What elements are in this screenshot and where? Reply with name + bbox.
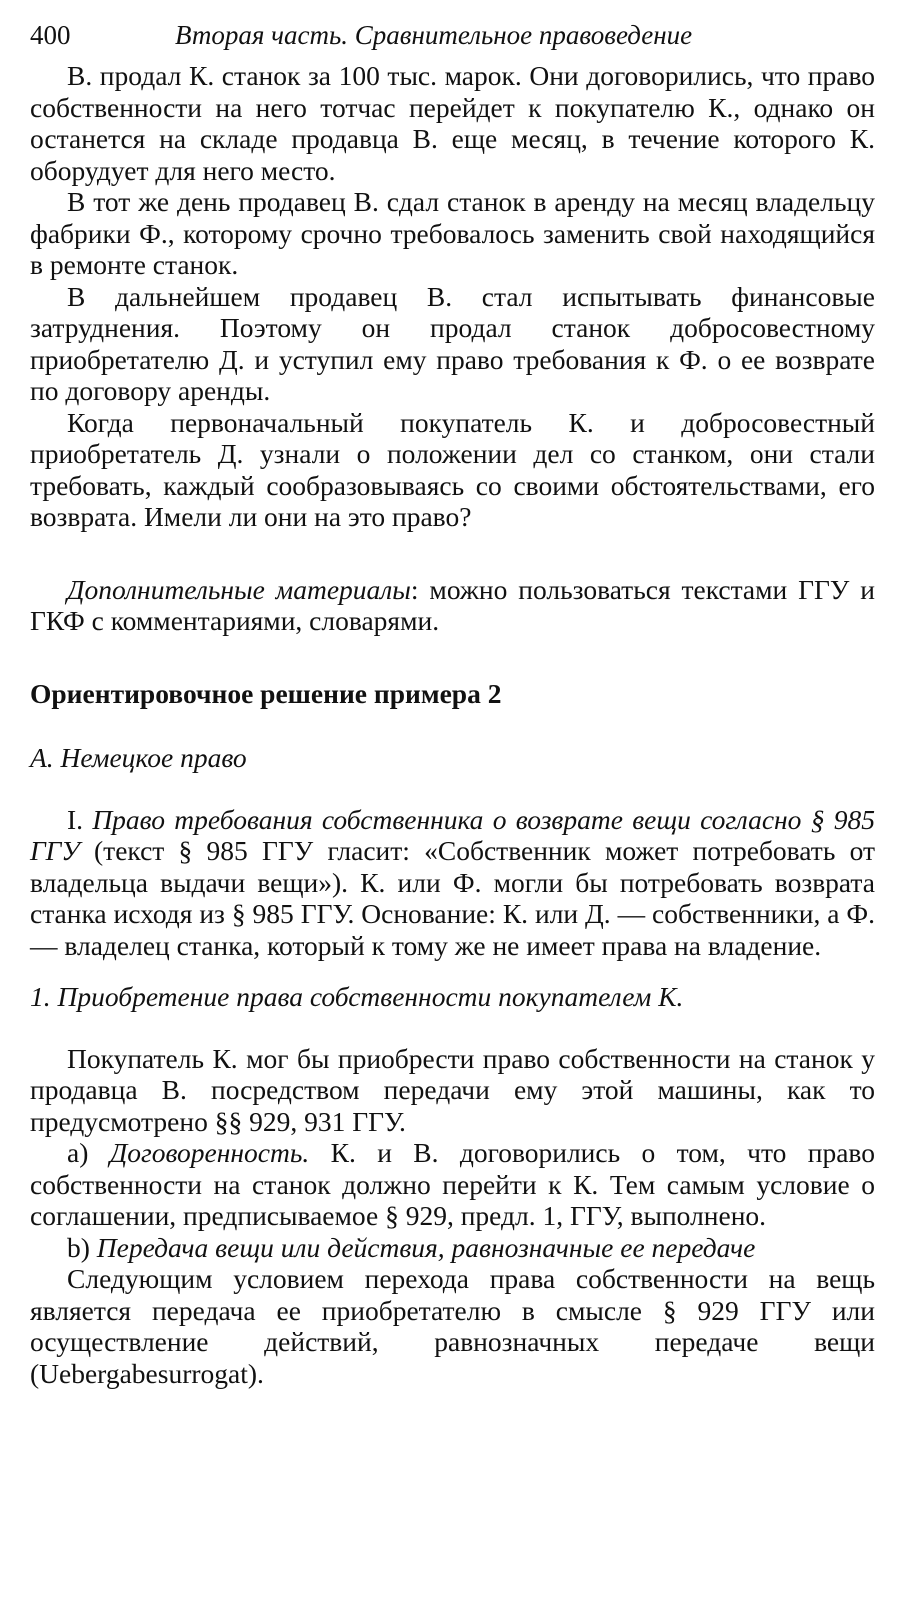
item-a-marker: а) (67, 1137, 110, 1168)
item-b-heading (30, 1232, 875, 1264)
running-title: Вторая часть. Сравнительное правоведение (175, 20, 693, 50)
section-i-text: (текст § 985 ГГУ гласит: «Собственник может потребовать от владельца выдачи вещи»). К. или Ф. могли бы потребовать возврата станка исходя из § 985 ГГУ. Основание: К. или Д. — собственники, а Ф. — владелец станка, который к тому же не имеет права на владение. (30, 835, 875, 961)
item-a-paragraph (30, 1137, 875, 1232)
item-a-text: К. и В. договорились о том, что право собственности на станок должно перейти к К. Тем самым условие о соглашении, предписываемое § 929, предл. 1, ГГУ, выполнено. (30, 1137, 875, 1231)
case-paragraph: В. продал К. станок за 100 тыс. марок. Они договорились, что право собственности на него тотчас перейдет к покупателю К., однако он останется на складе продавца В. еще месяц, в течение которого К. оборудует для него место. (30, 60, 875, 186)
additional-materials (30, 574, 875, 637)
case-paragraph: В тот же день продавец В. сдал станок в аренду на месяц владельцу фабрики Ф., которому срочно требовалось заменить свой находящийся в ремонте станок. (30, 186, 875, 280)
page-number: 400 (30, 20, 71, 50)
section-heading-a: А. Немецкое право (30, 742, 247, 773)
additional-materials-text: : можно пользоваться текстами ГГУ и ГКФ с комментариями, словарями. (30, 573, 875, 636)
section-i-paragraph (30, 804, 875, 962)
section-i-title: Право требования собственника о возврате вещи согласно § 985 ГГУ (30, 803, 875, 866)
page (30, 14, 875, 1389)
case-paragraph: Когда первоначальный покупатель К. и добросовестный приобретатель Д. узнали о положении дел со станком, они стали требовать, каждый сообразовываясь со своими обстоятельствами, его возврата. Имели ли они на это право? (30, 406, 875, 532)
body-paragraph: Следующим условием перехода права собственности на вещь является передача ее приобретателю в смысле § 929 ГГУ или осуществление действий, равнозначных передаче вещи (Uebergabesurrogat). (30, 1263, 875, 1389)
additional-materials-label: Дополнительные материалы (67, 573, 411, 605)
body-paragraph: Покупатель К. мог бы приобрести право собственности на станок у продавца В. посредством передачи ему этой машины, как то предусмотрено §§ 929, 931 ГГУ. (30, 1042, 875, 1137)
section-i-marker: I. (67, 803, 93, 835)
running-header (30, 14, 875, 60)
subsection-heading-1: 1. Приобретение права собственности покупателем К. (30, 981, 684, 1012)
page-body (30, 60, 875, 1389)
case-paragraph: В дальнейшем продавец В. стал испытывать финансовые затруднения. Поэтому он продал станок добросовестному приобретателю Д. и уступил ему право требования к Ф. о ее возврате по договору аренды. (30, 280, 875, 406)
item-a-title: Договоренность. (109, 1137, 310, 1168)
item-b-marker: b) (67, 1231, 97, 1263)
solution-heading: Ориентировочное решение примера 2 (30, 677, 502, 709)
item-b-title: Передача вещи или действия, равнозначные ее передаче (96, 1231, 756, 1263)
